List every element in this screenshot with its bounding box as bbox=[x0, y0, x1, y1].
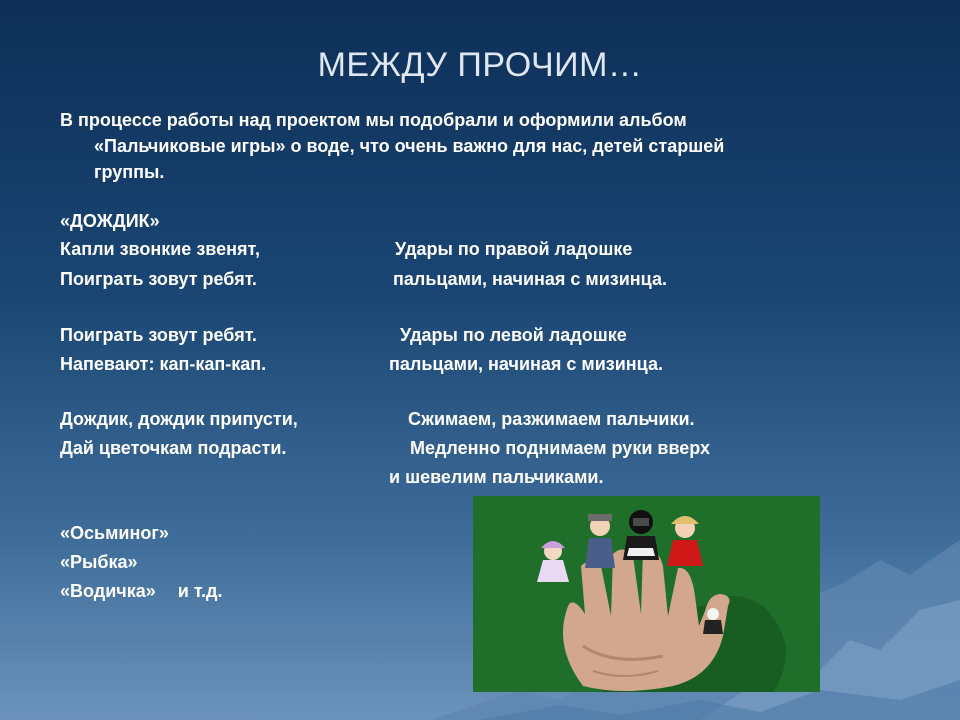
game-title-text: «Водичка» bbox=[60, 581, 156, 601]
intro-line-1: В процессе работы над проектом мы подобрали и оформили альбом bbox=[60, 110, 687, 130]
action-line: и шевелим пальчиками. bbox=[389, 467, 604, 487]
verse-line: Дай цветочкам подрасти. bbox=[60, 438, 287, 458]
game-title: «Рыбка» bbox=[60, 552, 138, 572]
action-line: Сжимаем, разжимаем пальчики. bbox=[408, 409, 695, 429]
game-title: «Осьминог» bbox=[60, 523, 169, 543]
verse-line: Поиграть зовут ребят. bbox=[60, 269, 257, 289]
action-line: Медленно поднимаем руки вверх bbox=[410, 438, 711, 458]
action-line: Удары по правой ладошке bbox=[395, 239, 633, 259]
action-line: Удары по левой ладошке bbox=[400, 325, 627, 345]
verse-line: Дождик, дождик припусти, bbox=[60, 409, 298, 429]
verse-line: Напевают: кап-кап-кап. bbox=[60, 354, 267, 374]
action-line: пальцами, начиная с мизинца. bbox=[393, 269, 667, 289]
slide-title: МЕЖДУ ПРОЧИМ… bbox=[317, 46, 643, 84]
rhyme-title: «ДОЖДИК» bbox=[60, 211, 160, 231]
intro-line-2: «Пальчиковые игры» о воде, что очень важно для нас, детей старшей bbox=[94, 136, 725, 156]
etc-text: и т.д. bbox=[177, 581, 223, 601]
verse-line: Капли звонкие звенят, bbox=[60, 239, 260, 259]
action-line: пальцами, начиная с мизинца. bbox=[389, 354, 663, 374]
verse-line: Поиграть зовут ребят. bbox=[60, 325, 257, 345]
intro-paragraph bbox=[60, 107, 860, 185]
finger-puppets-image bbox=[473, 496, 820, 692]
intro-line-3: группы. bbox=[94, 162, 165, 182]
game-title bbox=[60, 578, 222, 605]
